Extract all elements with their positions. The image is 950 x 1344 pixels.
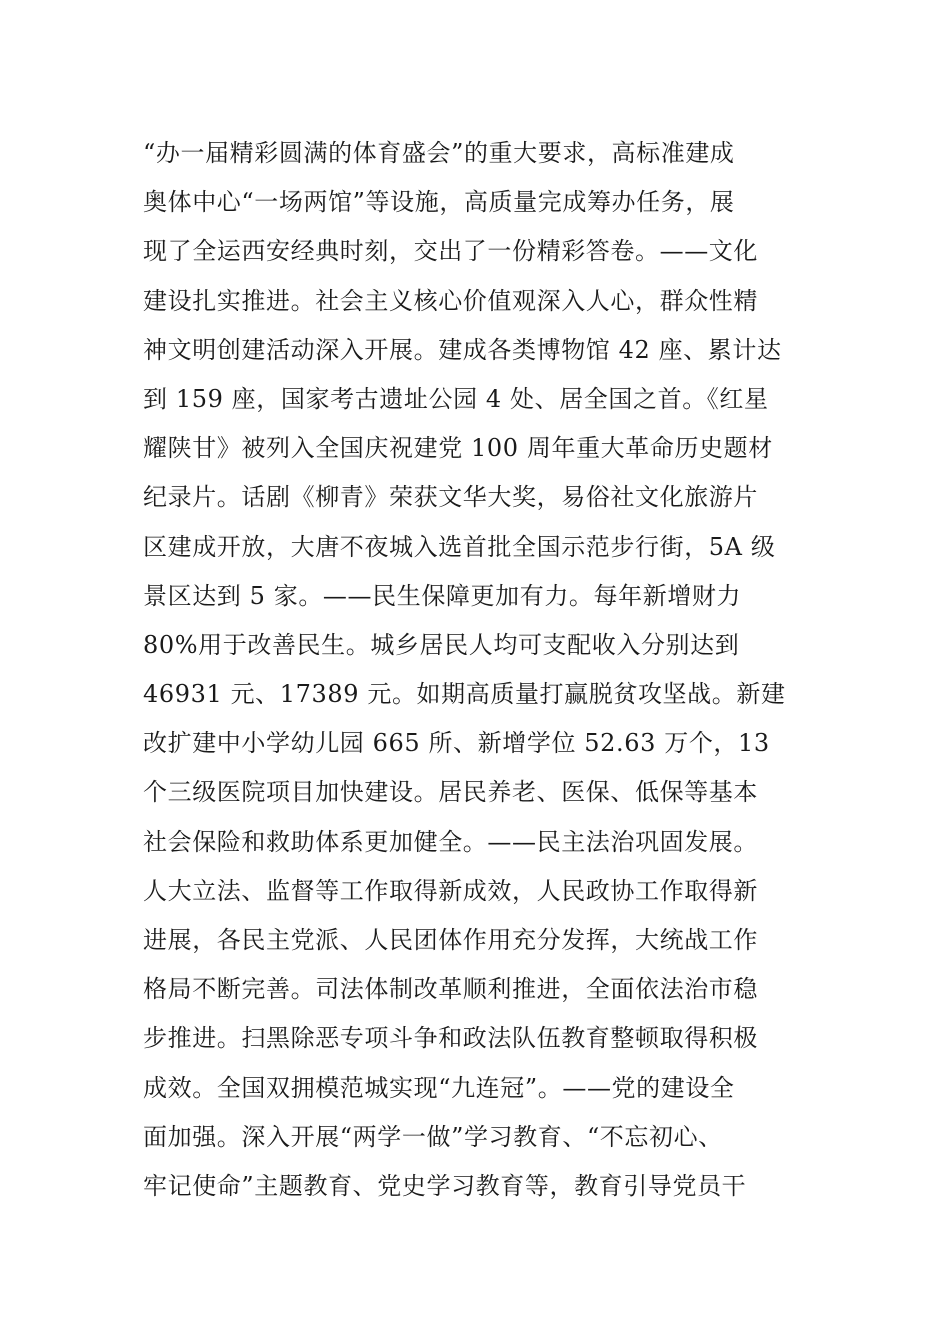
text-line-22: 牢记使命”主题教育、党史学习教育等，教育引导党员干 (143, 1171, 747, 1200)
text-line-13: 改扩建中小学幼儿园 665 所、新增学位 52.63 万个，13 (143, 729, 770, 758)
text-line-16: 人大立法、监督等工作取得新成效，人民政协工作取得新 (143, 876, 758, 905)
text-line-5: 神文明创建活动深入开展。建成各类博物馆 42 座、累计达 (143, 335, 782, 364)
text-line-11: 80%用于改善民生。城乡居民人均可支配收入分别达到 (143, 630, 740, 659)
text-line-12: 46931 元、17389 元。如期高质量打赢脱贫攻坚战。新建 (143, 680, 786, 709)
text-line-9: 区建成开放，大唐不夜城入选首批全国示范步行街，5A 级 (143, 532, 776, 561)
text-line-4: 建设扎实推进。社会主义核心价值观深入人心，群众性精 (143, 286, 758, 315)
text-line-15: 社会保险和救助体系更加健全。——民主法治巩固发展。 (143, 827, 758, 856)
text-line-21: 面加强。深入开展“两学一做”学习教育、“不忘初心、 (143, 1122, 723, 1151)
text-line-18: 格局不断完善。司法体制改革顺利推进，全面依法治市稳 (143, 975, 758, 1004)
text-line-8: 纪录片。话剧《柳青》荣获文华大奖，易俗社文化旅游片 (143, 483, 758, 512)
body-text (143, 129, 813, 1211)
text-line-3: 现了全运西安经典时刻，交出了一份精彩答卷。——文化 (143, 237, 758, 266)
text-line-10: 景区达到 5 家。——民生保障更加有力。每年新增财力 (143, 581, 742, 610)
text-line-6: 到 159 座，国家考古遗址公园 4 处、居全国之首。《红星 (143, 384, 769, 413)
text-line-1: “办一届精彩圆满的体育盛会”的重大要求，高标准建成 (143, 139, 735, 167)
text-line-17: 进展，各民主党派、人民团体作用充分发挥，大统战工作 (143, 926, 758, 954)
text-line-19: 步推进。扫黑除恶专项斗争和政法队伍教育整顿取得积极 (143, 1024, 758, 1053)
text-line-14: 个三级医院项目加快建设。居民养老、医保、低保等基本 (143, 778, 758, 807)
text-line-2: 奥体中心“一场两馆”等设施，高质量完成筹办任务，展 (143, 188, 735, 217)
text-line-20: 成效。全国双拥模范城实现“九连冠”。——党的建设全 (143, 1073, 735, 1102)
text-line-7: 耀陕甘》被列入全国庆祝建党 100 周年重大革命历史题材 (143, 434, 773, 463)
